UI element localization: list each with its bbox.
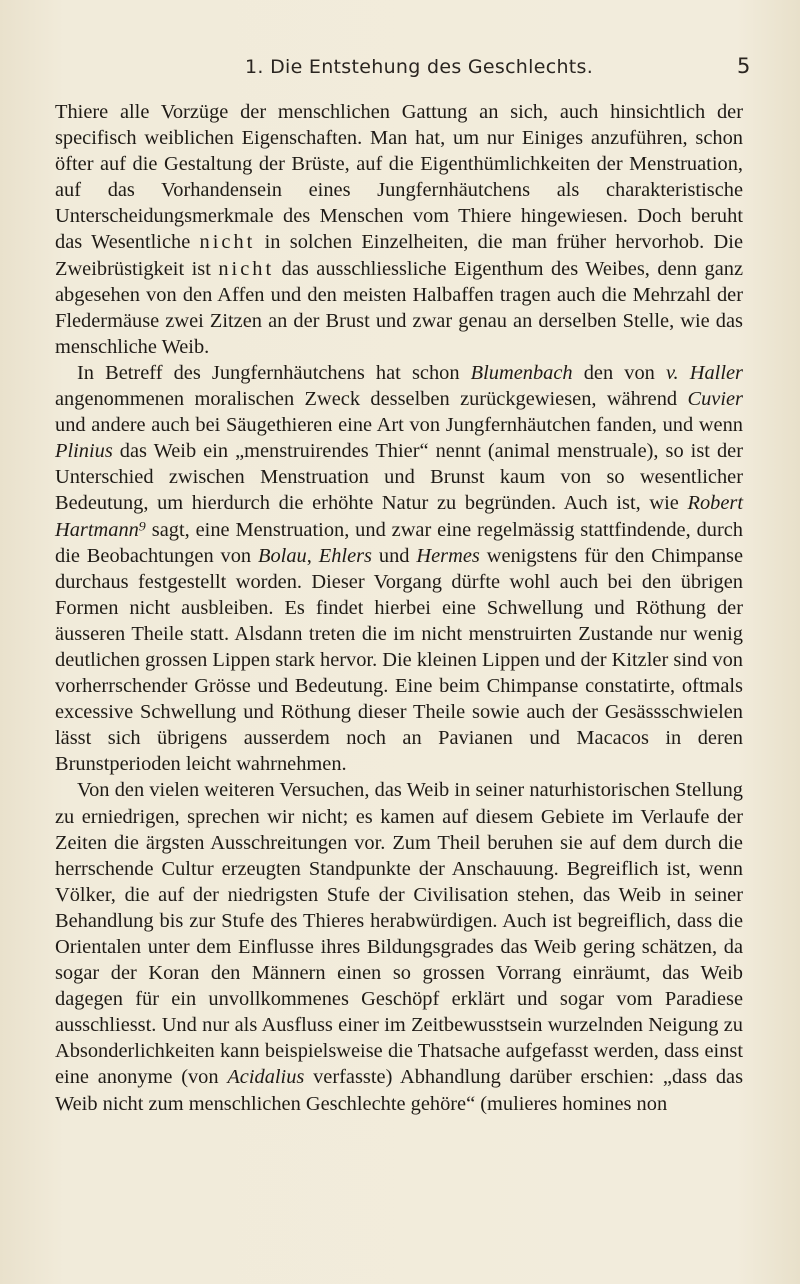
italic-name: Ehlers xyxy=(318,544,372,567)
italic-name: Acidalius xyxy=(227,1066,305,1089)
text-run: Thiere alle Vorzüge der menschlichen Gattung an sich, auch hinsichtlich der specifisch weiblichen Eigenschaften. Man hat, um nur Einiges anzuführen, schon öfter auf die Gestaltung der Brüste, auf die Eigenthümlichkeiten der Menstruation, auf das Vorhandensein eines Jungfernhäutchens als charakteristische Unterscheidungsmerkmale des Menschen vom Thiere hingewiesen. Doch beruht das Wesentliche xyxy=(55,101,743,254)
italic-name: Plinius xyxy=(55,440,113,463)
text-run: in solchen Einzelheiten, die man früher hervorhob. Die Zweibrüstigkeit ist xyxy=(55,231,743,280)
text-run: das ausschliessliche Eigenthum des Weibes, denn ganz abgesehen von den Affen und den meisten Halbaffen tragen auch die Mehrzahl der Fledermäuse zwei Zitzen an der Brust und zwar genau an derselben Stelle, wie das menschliche Weib. xyxy=(55,257,743,358)
page-number: 5 xyxy=(737,54,751,78)
spaced-emphasis: nicht xyxy=(199,231,256,254)
page-header xyxy=(0,56,800,84)
text-run: verfasste) Abhandlung darüber erschien: „dass das Weib nicht zum menschlichen Geschlechte gehöre“ (mulieres homines non xyxy=(55,1066,743,1115)
text-run: und andere auch bei Säugethieren eine Art von Jungfernhäutchen fanden, und wenn xyxy=(55,414,743,437)
text-run: angenommenen moralischen Zweck desselben zurückgewiesen, während xyxy=(55,388,688,411)
text-run: sagt, eine Menstruation, und zwar eine regelmässig stattfindende, durch die Beobachtungen von xyxy=(55,518,743,567)
italic-name: Cuvier xyxy=(687,388,743,411)
text-run: wenigstens für den Chimpanse durchaus festgestellt worden. Dieser Vorgang dürfte wohl auch bei den übrigen Formen nicht ausbleiben. Es findet hierbei eine Schwellung und Röthung der äusseren Theile statt. Alsdann treten die im nicht menstruirten Zustande nur wenig deutlichen grossen Lippen stark hervor. Die kleinen Lippen und der Kitzler sind von vorherrschender Grösse und Bedeutung. Eine beim Chimpanse constatirte, oftmals excessive Schwellung und Röthung dieser Theile sowie auch der Gesässschwielen lässt sich übrigens ausserdem noch an Pavianen und Macacos in deren Brunstperioden leicht wahrnehmen. xyxy=(55,544,744,776)
italic-name: Robert Hartmann⁹ xyxy=(55,492,743,541)
running-head: 1. Die Entstehung des Geschlechts. xyxy=(245,56,594,78)
spaced-emphasis: nicht xyxy=(218,257,275,280)
italic-name: Bolau xyxy=(258,544,307,567)
italic-name: v. Haller xyxy=(666,361,743,384)
text-run: , xyxy=(306,544,319,567)
paragraph xyxy=(55,777,743,1116)
text-run: und xyxy=(372,544,417,567)
text-run: den von xyxy=(572,361,666,384)
italic-name: Blumenbach xyxy=(470,361,573,384)
text-run: das Weib ein „menstruirendes Thier“ nennt (animal menstruale), so ist der Unterschied zwischen Menstruation und Brunst kaum von so wesentlicher Bedeutung, um hierdurch die erhöhte Natur zu begründen. Auch ist, wie xyxy=(55,440,743,515)
text-run: Von den vielen weiteren Versuchen, das Weib in seiner naturhistorischen Stellung zu erniedrigen, sprechen wir nicht; es kamen auf diesem Gebiete im Verlaufe der Zeiten die ärgsten Ausschreitungen vor. Zum Theil beruhen sie auf dem durch die herrschende Cultur erzeugten Standpunkte der Anschauung. Begreiflich ist, wenn Völker, die auf der niedrigsten Stufe der Civilisation stehen, das Weib in seiner Behandlung bis zur Stufe des Thieres herabwürdigen. Auch ist begreiflich, dass die Orientalen unter dem Einflusse ihres Bildungsgrades das Weib gering schätzen, da sogar der Koran den Männern einen so grossen Vorrang einräumt, das Weib dagegen für ein unvollkommenes Geschöpf erklärt und sogar vom Paradiese ausschliesst. Und nur als Ausfluss einer im Zeitbewusstsein wurzelnden Neigung zu Absonderlichkeiten kann beispielsweise die Thatsache aufgefasst werden, dass einst eine anonyme (von xyxy=(55,779,743,1089)
italic-name: Hermes xyxy=(416,544,480,567)
body-text xyxy=(55,99,743,1117)
paragraph xyxy=(55,360,743,778)
paragraph xyxy=(55,99,743,360)
text-run: In Betreff des Jungfernhäutchens hat schon xyxy=(77,361,471,384)
